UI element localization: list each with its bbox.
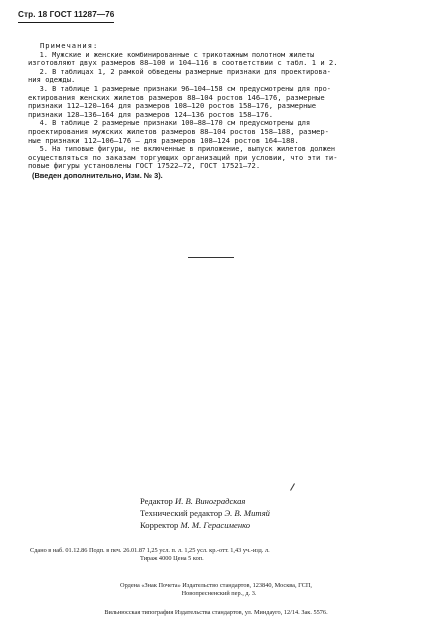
imprint-block [30, 547, 402, 564]
notes-line: ния одежды. [28, 75, 76, 85]
credits-block [140, 495, 270, 531]
editor-line [140, 495, 270, 507]
publisher-block [30, 582, 402, 598]
tech-editor-name: Э. В. Митяй [224, 508, 270, 518]
editor-label: Редактор [140, 496, 173, 506]
publisher-line-2: Новопресненский пер., д. 3. [181, 590, 257, 597]
notes-body [28, 51, 400, 171]
section-divider [188, 257, 234, 258]
notes-line: 1. Мужские и женские комбинированные с трикотажным полотном жилеты [39, 49, 315, 59]
publisher-line-1: Ордена «Знак Почета» Издательство стандартов, 123840, Москва, ГСП, [120, 582, 312, 589]
notes-line: 3. В таблице 1 размерные признаки 96—104—158 см предусмотрены для про- [39, 83, 331, 93]
proofreader-line [140, 519, 270, 531]
notes-line: осуществляться по заказам торгующих организаций при условии, что эти ти- [28, 152, 338, 162]
header-underline [18, 22, 114, 23]
notes-line: ектирования женских жилетов размеров 88—104 ростов 146—176, размерные [28, 92, 325, 102]
notes-line: повые фигуры установлены ГОСТ 17522—72, ГОСТ 17521—72. [28, 161, 261, 171]
notes-line: проектирования мужских жилетов размеров 88—104 ростов 158—188, размер- [28, 126, 329, 136]
imprint-line-1: Сдано в наб. 01.12.86 Подп. в печ. 26.01.87 1,25 усл. п. л. 1,25 усл. кр.-отт. 1,43 уч.-изд. л. [30, 547, 270, 554]
imprint-line-2: Тираж 4000 Цена 5 коп. [140, 555, 204, 563]
tech-editor-label: Технический редактор [140, 508, 223, 518]
tech-editor-line [140, 507, 270, 519]
page-reference: Стр. 18 ГОСТ 11287—76 [18, 10, 115, 19]
proofreader-name: М. М. Герасименко [180, 520, 251, 530]
amendment-note: (Введен дополнительно, Изм. № 3). [32, 170, 163, 180]
editor-name: И. В. Виноградская [175, 496, 246, 506]
notes-line: ные признаки 112—106—176 — для размеров 108—124 ростов 164—188. [28, 135, 299, 145]
proofreader-label: Корректор [140, 520, 179, 530]
notes-section [28, 42, 400, 181]
notes-line: признаки 128—136—164 для размеров 124—136 ростов 158—176. [28, 109, 274, 119]
notes-line: 4. В таблице 2 размерные признаки 100—88—170 см предусмотрены для [39, 118, 311, 128]
page-header [18, 10, 114, 19]
notes-line: 2. В таблицах 1, 2 рамкой обведены размерные признаки для проектирова- [39, 66, 331, 76]
printer-line: Вильнюсская типография Издательства стандартов, ул. Миндауго, 12/14. Зак. 5576. [104, 609, 328, 616]
notes-line: 5. На типовые фигуры, не включенные в приложение, выпуск жилетов должен [39, 144, 336, 154]
notes-title: Примечания: [40, 41, 99, 50]
ink-mark [290, 483, 295, 490]
notes-line: признаки 112—120—164 для размеров 108—120 ростов 158—176, размерные [28, 101, 317, 111]
notes-line: изготовляют двух размеров 88—100 и 104—116 в соответствии с табл. 1 и 2. [28, 58, 338, 68]
